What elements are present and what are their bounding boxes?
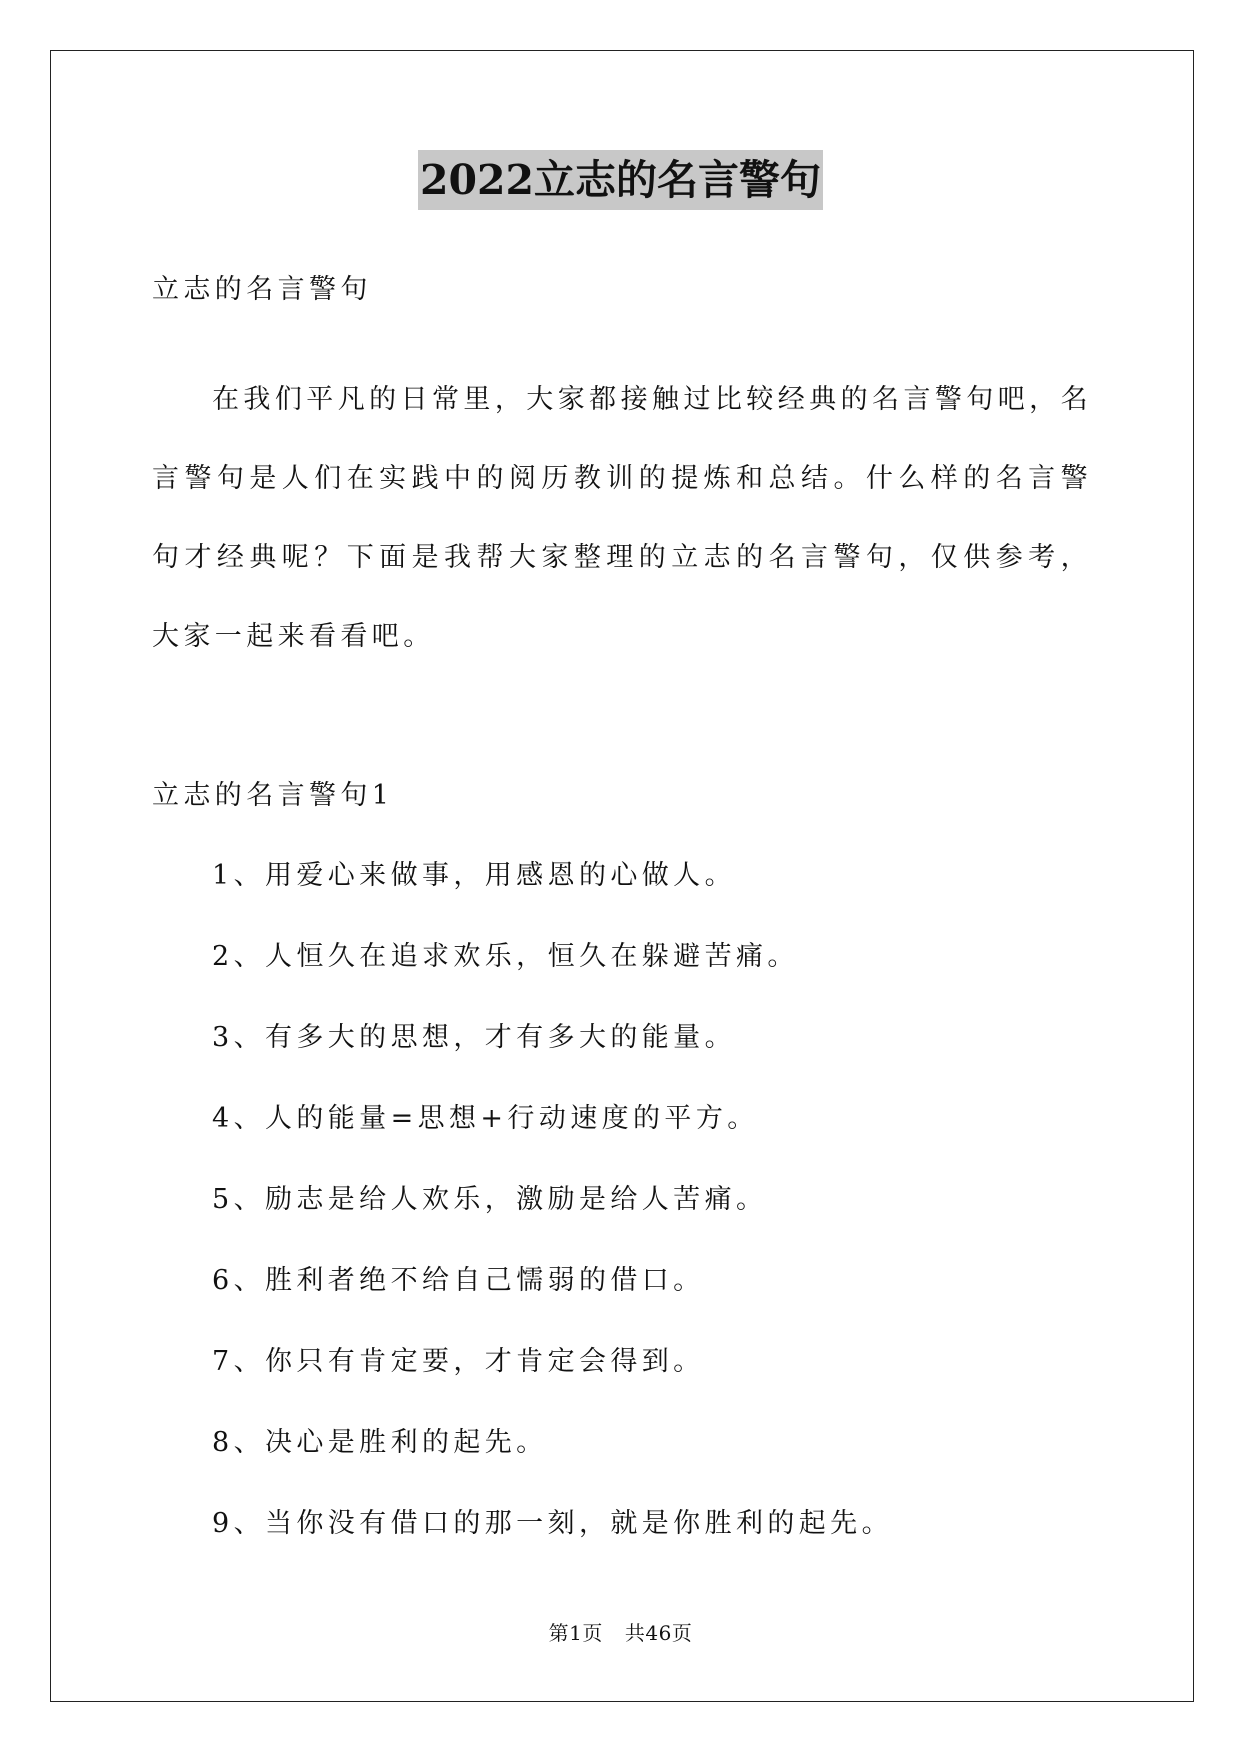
document-body — [152, 262, 1092, 1577]
quote-item: 3、有多大的思想，才有多大的能量。 — [212, 1022, 736, 1053]
page-number: 第1页 — [548, 1621, 603, 1645]
page-total: 共46页 — [624, 1621, 693, 1645]
page-footer — [0, 1617, 1241, 1646]
quote-item: 4、人的能量=思想+行动速度的平方。 — [212, 1103, 759, 1134]
quote-item: 9、当你没有借口的那一刻，就是你胜利的起先。 — [212, 1508, 893, 1539]
quote-item: 7、你只有肯定要，才肯定会得到。 — [212, 1346, 705, 1377]
quote-item: 6、胜利者绝不给自己懦弱的借口。 — [212, 1265, 705, 1296]
quote-item: 8、决心是胜利的起先。 — [212, 1427, 548, 1458]
intro-paragraph: 在我们平凡的日常里，大家都接触过比较经典的名言警句吧，名言警句是人们在实践中的阅历教训的提炼和总结。什么样的名言警句才经典呢？下面是我帮大家整理的立志的名言警句，仅供参考，大家一起来看看吧。 — [152, 384, 1092, 652]
quote-item: 1、用爱心来做事，用感恩的心做人。 — [212, 860, 736, 891]
title-container — [0, 150, 1241, 210]
quote-item: 2、人恒久在追求欢乐，恒久在躲避苦痛。 — [212, 941, 799, 972]
quote-list — [152, 848, 1092, 1577]
section-heading: 立志的名言警句1 — [152, 780, 394, 811]
document-subtitle: 立志的名言警句 — [152, 274, 372, 305]
quote-item: 5、励志是给人欢乐，激励是给人苦痛。 — [212, 1184, 768, 1215]
document-title: 2022立志的名言警句 — [418, 150, 823, 210]
